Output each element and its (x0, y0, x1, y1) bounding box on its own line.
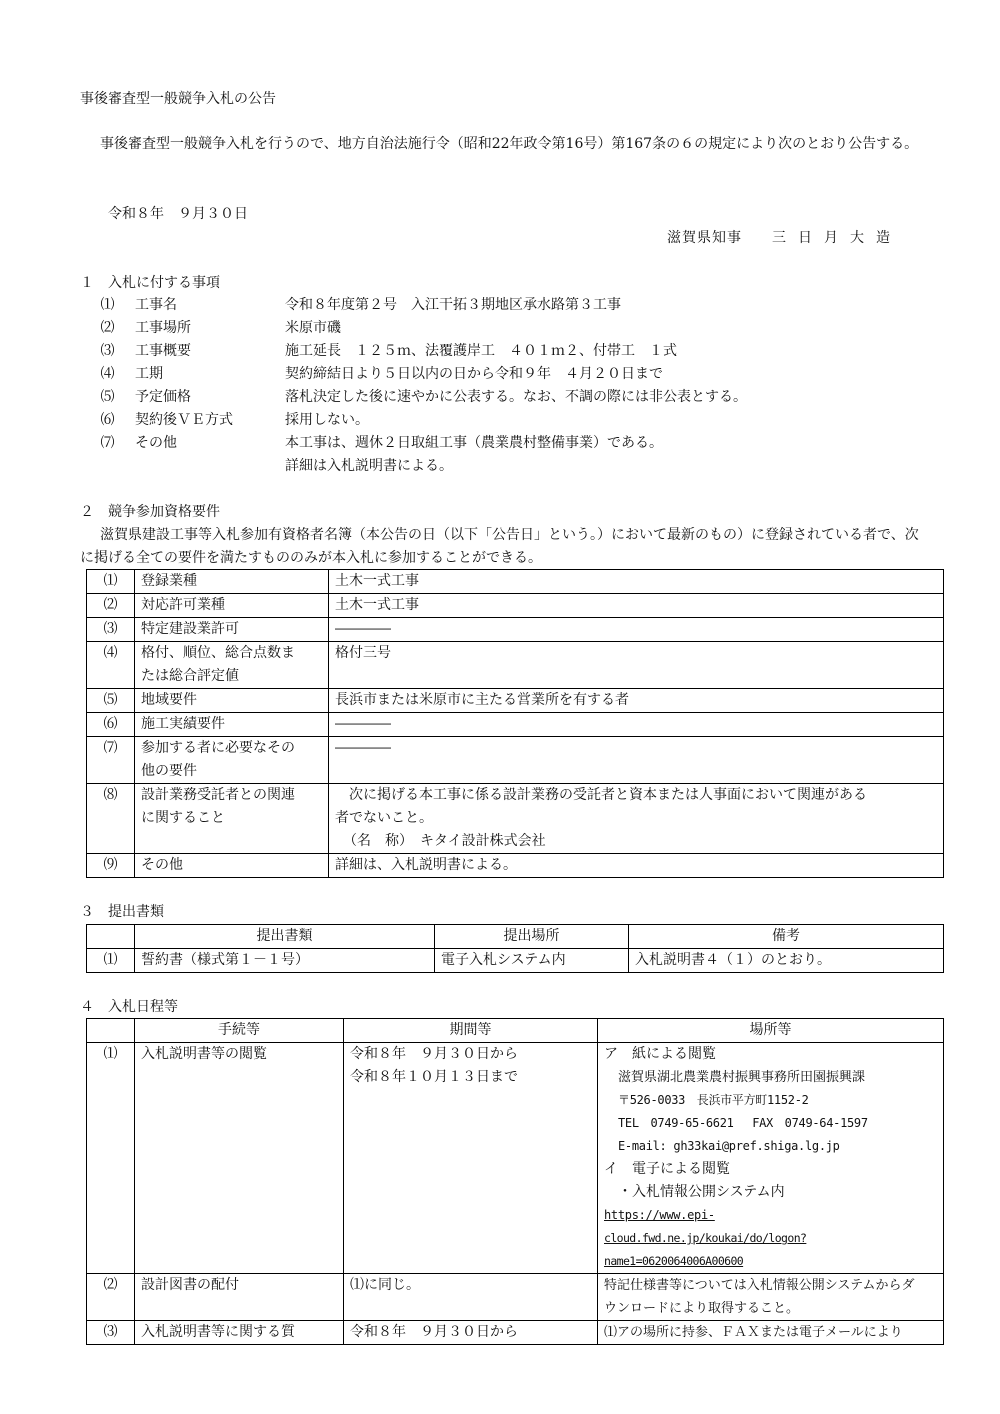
requirements-table (86, 569, 944, 878)
list-item-extra: 詳細は入札説明書による。 (285, 458, 453, 474)
table-row: ⑻ 設計業務受託者との関連 に関すること 次に掲げる本工事に係る設計業務の受託者と資本または人事面において関連がある 者でないこと。 （名 称） キタイ設計株式会社 (87, 784, 944, 854)
table-row: ⑴ 入札説明書等の閲覧 令和８年 ９月３０日から 令和８年１０月１３日まで ア 紙による閲覧 滋賀県湖北農業農村振興事務所田園振興課 〒526-0033 長浜市平方町1152-2 TEL 0749-65-6621 FAX 0749-64-1597 E-mail: gh33kai@pref.shiga.lg.jp イ 電子による閲覧 ・入札情報公開システム内 https://www.epi- cloud.fwd.ne.jp/koukai/do/logon?name1=0620064006A00600 (87, 1043, 944, 1274)
list-item: ⑴ 工事名 令和８年度第２号 入江干拓３期地区承水路第３工事 (100, 297, 621, 313)
browse-link[interactable]: https://www.epi- (604, 1208, 715, 1222)
section2-intro: 滋賀県建設工事等入札参加有資格者名簿（本公告の日（以下「公告日」という。）において最新のもの）に登録されている者で、次に掲げる全ての要件を満たすもののみが本入札に参加することができる。 (80, 527, 919, 566)
table-row: ⑸ 地域要件 長浜市または米原市に主たる営業所を有する者 (87, 689, 944, 713)
table-row: ⑷ 格付、順位、総合点数ま たは総合評定値 格付三号 (87, 642, 944, 689)
table-header-row: 手続等 期間等 場所等 (87, 1019, 944, 1043)
table-row: ⑵ 設計図書の配付 ⑴に同じ。 特記仕様書等については入札情報公開システムからダ ウンロードにより取得すること。 (87, 1274, 944, 1321)
table-row: ⑺ 参加する者に必要なその 他の要件 ―――― (87, 737, 944, 784)
issuer-name: 三日月大造 (772, 230, 902, 246)
issuer (667, 227, 902, 247)
issuer-title: 滋賀県知事 (667, 230, 742, 246)
section1-list (80, 294, 940, 478)
list-item: ⑹ 契約後ＶＥ方式 採用しない。 (100, 412, 369, 428)
list-item: ⑶ 工事概要 施工延長 １２５ｍ、法覆護岸工 ４０１ｍ２、付帯工 １式 (100, 343, 677, 359)
page-title: 事後審査型一般競争入札の公告 (80, 91, 276, 107)
table-row: ⑹ 施工実績要件 ―――― (87, 713, 944, 737)
section4-heading: ４ 入札日程等 (80, 999, 178, 1015)
section1-heading: １ 入札に付する事項 (80, 275, 220, 291)
list-item: ⑺ その他 本工事は、週休２日取組工事（農業農村整備事業）である。 (100, 435, 663, 451)
table-row: ⑶ 入札説明書等に関する質 令和８年 ９月３０日から ⑴アの場所に持参、ＦＡＸまたは電子メールにより (87, 1321, 944, 1345)
table-row: ⑵ 対応許可業種 土木一式工事 (87, 594, 944, 618)
list-item: ⑵ 工事場所 米原市磯 (100, 320, 341, 336)
list-item: ⑷ 工期 契約締結日より５日以内の日から令和９年 ４月２０日まで (100, 366, 663, 382)
table-header-row: 提出書類 提出場所 備考 (87, 925, 944, 949)
table-row: ⑴ 誓約書（様式第１－１号） 電子入札システム内 入札説明書４（１）のとおり。 (87, 949, 944, 973)
browse-link-cont[interactable]: cloud.fwd.ne.jp/koukai/do/logon?name1=0620064006A00600 (604, 1231, 807, 1268)
intro-paragraph: 事後審査型一般競争入札を行うので、地方自治法施行令（昭和22年政令第16号）第167条の６の規定により次のとおり公告する。 (100, 136, 919, 152)
table-row: ⑴ 登録業種 土木一式工事 (87, 570, 944, 594)
list-item: ⑸ 予定価格 落札決定した後に速やかに公表する。なお、不調の際には非公表とする。 (100, 389, 747, 405)
table-row: ⑶ 特定建設業許可 ―――― (87, 618, 944, 642)
section3-heading: ３ 提出書類 (80, 904, 164, 920)
schedule-table (86, 1018, 944, 1345)
documents-table (86, 924, 944, 973)
notice-date: 令和８年 ９月３０日 (108, 206, 248, 222)
table-row: ⑼ その他 詳細は、入札説明書による。 (87, 854, 944, 878)
section2-heading: ２ 競争参加資格要件 (80, 504, 220, 520)
